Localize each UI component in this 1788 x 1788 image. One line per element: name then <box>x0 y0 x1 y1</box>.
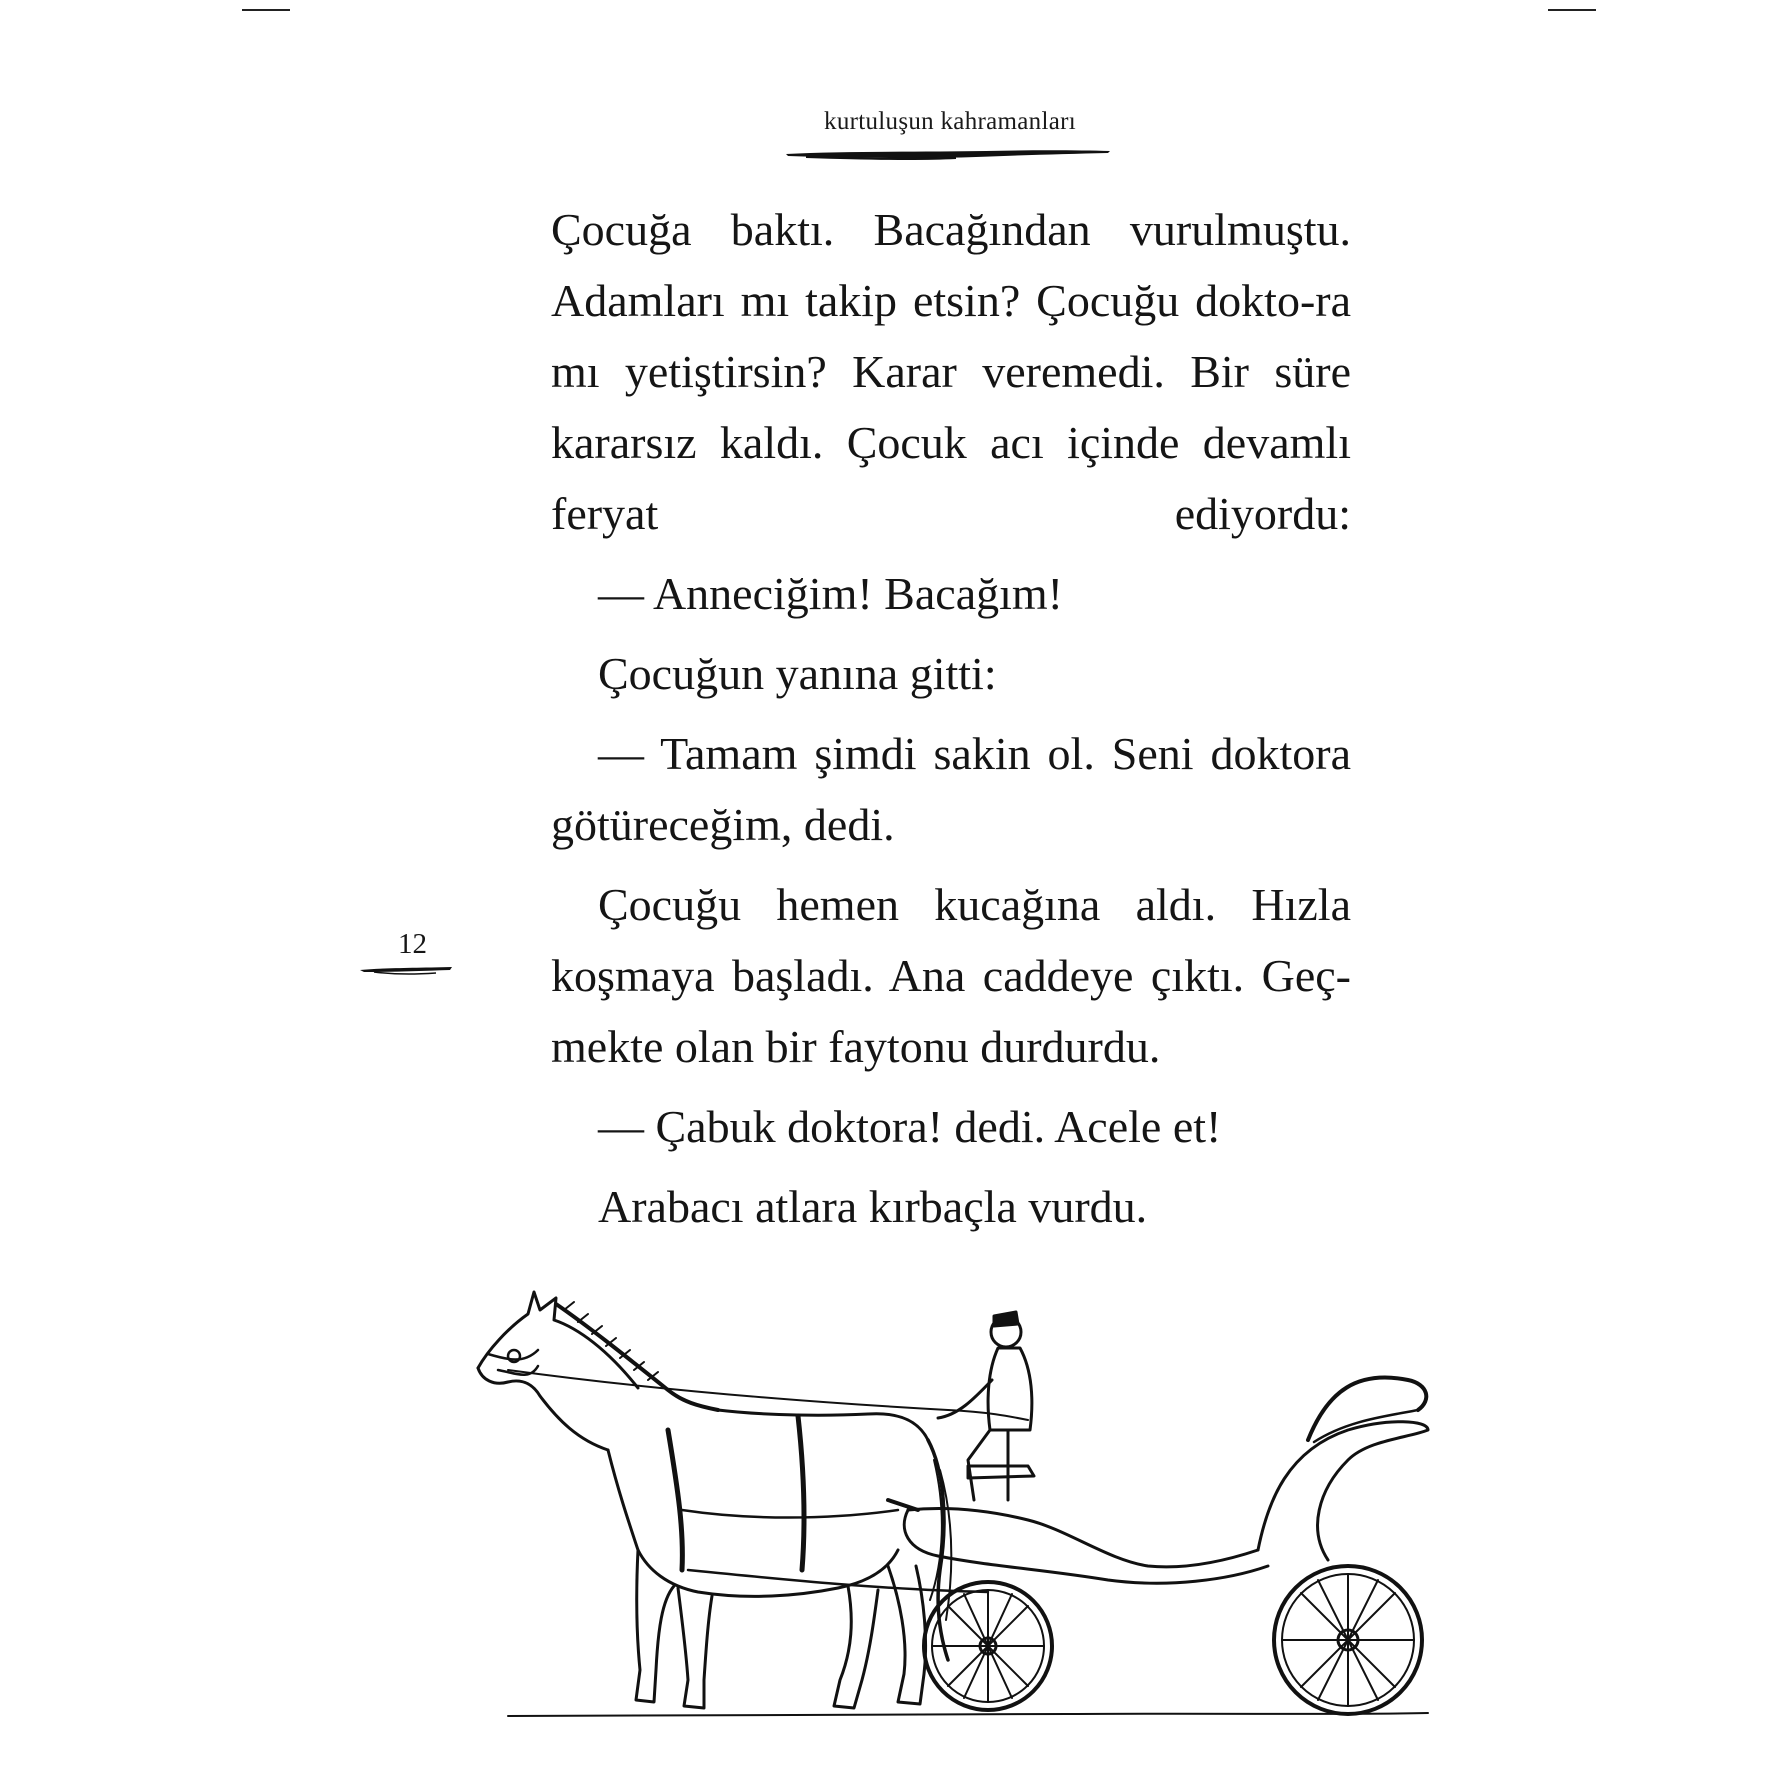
crop-mark-right <box>1548 9 1596 11</box>
paragraph-2 <box>551 558 1351 629</box>
paragraph-7 <box>551 1171 1351 1242</box>
paragraph-3 <box>551 638 1351 709</box>
header-brush-rule <box>786 148 1110 162</box>
paragraph-5 <box>551 869 1351 1082</box>
crop-mark-left <box>242 9 290 11</box>
horse-drawn-phaeton-icon <box>468 1270 1438 1730</box>
paragraph-3-text: Çocuğun yanına gitti: <box>598 648 997 699</box>
body-text <box>551 194 1351 1242</box>
paragraph-4 <box>551 718 1351 860</box>
page-number-brush-rule <box>360 962 452 976</box>
paragraph-6-text: — Çabuk doktora! dedi. Acele et! <box>598 1101 1222 1152</box>
header-title: kurtuluşun kahramanları <box>824 108 1076 135</box>
paragraph-4-text: — Tamam şimdi sakin ol. Seni doktora götüreceğim, dedi. <box>551 728 1351 850</box>
paragraph-1-text: Çocuğa baktı. Bacağından vurulmuştu. Adamları mı takip etsin? Çocuğu dokto-ra mı yetiştirsin? Karar veremedi. Bir süre kararsız kaldı. Çocuk acı içinde devamlı feryat ediyordu: <box>551 204 1351 539</box>
paragraph-6 <box>551 1091 1351 1162</box>
paragraph-1 <box>551 194 1351 549</box>
paragraph-5-text: Çocuğu hemen kucağına aldı. Hızla koşmaya başladı. Ana caddeye çıktı. Geç-mekte olan bir faytonu durdurdu. <box>551 879 1351 1072</box>
paragraph-7-text: Arabacı atlara kırbaçla vurdu. <box>598 1181 1148 1232</box>
paragraph-2-text: — Anneciğim! Bacağım! <box>598 568 1063 619</box>
page-number: 12 <box>398 928 427 960</box>
running-header <box>790 108 1110 136</box>
